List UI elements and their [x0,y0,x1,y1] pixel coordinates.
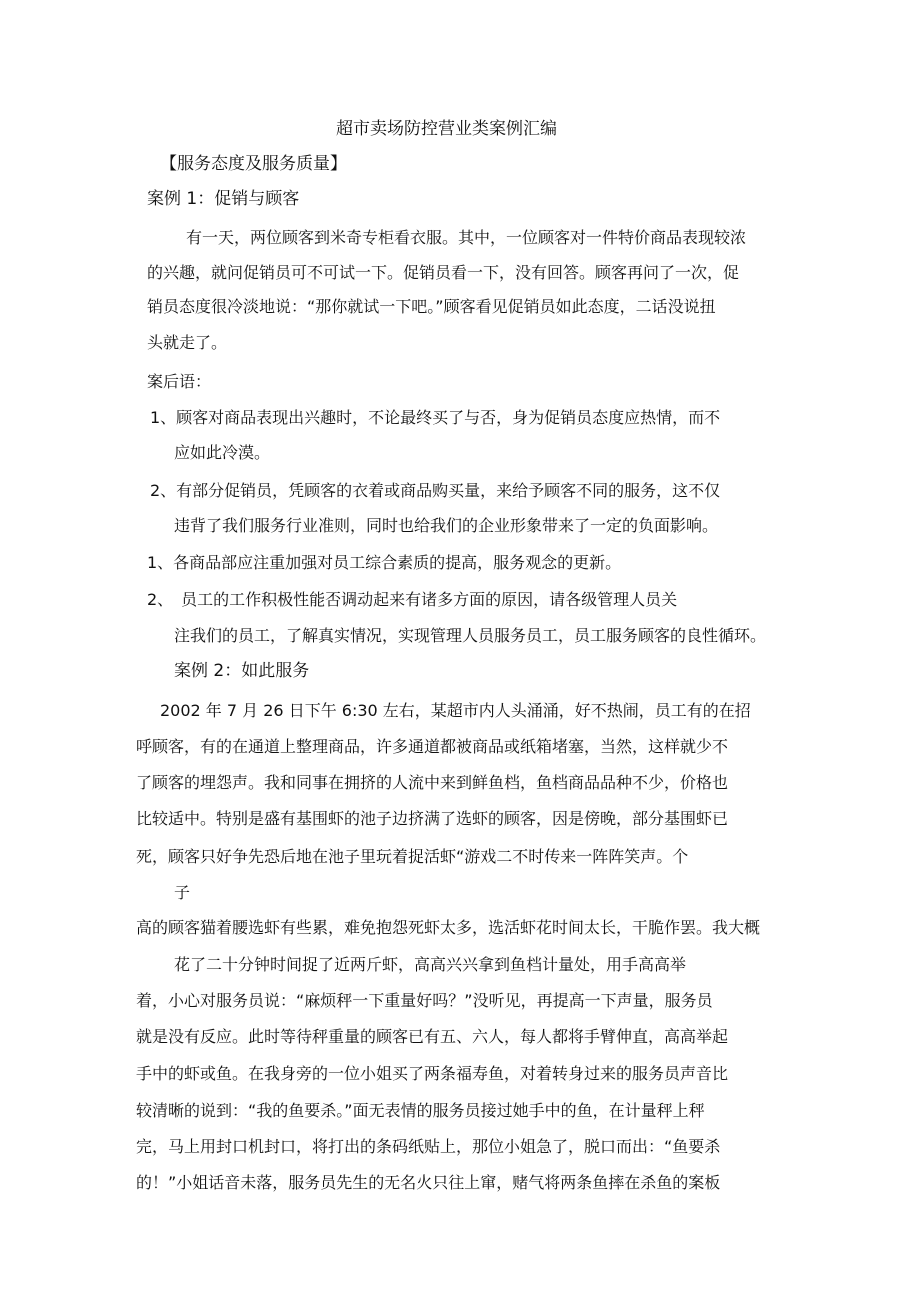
paragraph-line: 头就走了。 [147,333,228,352]
list-item: 违背了我们服务行业准则，同时也给我们的企业形象带来了一定的负面影响。 [174,516,719,535]
paragraph-line: 呼顾客，有的在通道上整理商品，许多通道都被商品或纸箱堵塞，当然，这样就少不 [136,737,729,756]
paragraph-line: 有一天，两位顾客到米奇专柜看衣服。其中，一位顾客对一件特价商品表现较浓 [186,228,747,247]
list-item: 2、有部分促销员，凭顾客的衣着或商品购买量，来给予顾客不同的服务，这不仅 [150,481,721,500]
list-item: 应如此冷漠。 [174,443,271,462]
list-item: 2、 员工的工作积极性能否调动起来有诸多方面的原因，请各级管理人员关 [147,590,678,609]
paragraph-line: 2002 年 7 月 26 日下午 6:30 左右，某超市内人头涌涌，好不热闹，员工有的在招 [160,701,751,720]
paragraph-line: 较清晰的说到：“我的鱼要杀。”面无表情的服务员接过她手中的鱼，在计量秤上秤 [136,1101,705,1120]
case2-heading: 案例 2：如此服务 [174,661,310,681]
afterword-label: 案后语： [147,372,212,391]
paragraph-line: 手中的虾或鱼。在我身旁的一位小姐买了两条福寿鱼，对着转身过来的服务员声音比 [136,1064,729,1083]
paragraph-line: 着，小心对服务员说：“麻烦秤一下重量好吗？”没听见，再提高一下声量，服务员 [136,991,713,1010]
document-title: 超市卖场防控营业类案例汇编 [336,119,557,139]
list-item: 1、顾客对商品表现出兴趣时，不论最终买了与否，身为促销员态度应热情，而不 [150,408,721,427]
list-item: 1、各商品部应注重加强对员工综合素质的提高，服务观念的更新。 [147,553,622,572]
list-item: 注我们的员工，了解真实情况，实现管理人员服务员工，员工服务顾客的良性循环。 [174,626,767,645]
paragraph-line: 的兴趣，就问促销员可不可试一下。促销员看一下，没有回答。顾客再问了一次，促 [147,263,740,282]
paragraph-line: 就是没有反应。此时等待秤重量的顾客已有五、六人，每人都将手臂伸直，高高举起 [136,1027,729,1046]
paragraph-line: 比较适中。特别是盛有基围虾的池子边挤满了选虾的顾客，因是傍晚，部分基围虾已 [136,809,729,828]
paragraph-line: 的！”小姐话音未落，服务员先生的无名火只往上窜，赌气将两条鱼摔在杀鱼的案板 [136,1173,721,1192]
paragraph-line: 完，马上用封口机封口，将打出的条码纸贴上，那位小姐急了，脱口而出：“鱼要杀 [136,1137,721,1156]
paragraph-line: 花了二十分钟时间捉了近两斤虾，高高兴兴拿到鱼档计量处，用手高高举 [174,955,687,974]
paragraph-line: 高的顾客猫着腰选虾有些累，难免抱怨死虾太多，选活虾花时间太长，干脆作罢。我大概 [136,918,761,937]
case1-heading: 案例 1：促销与顾客 [147,189,300,209]
section-heading: 【服务态度及服务质量】 [160,154,347,174]
paragraph-line: 死，顾客只好争先恐后地在池子里玩着捉活虾“游戏二不时传来一阵阵笑声。个 [136,847,689,866]
paragraph-line: 子 [174,883,191,902]
paragraph-line: 销员态度很冷淡地说：“那你就试一下吧。”顾客看见促销员如此态度，二话没说扭 [147,297,716,316]
paragraph-line: 了顾客的埋怨声。我和同事在拥挤的人流中来到鲜鱼档，鱼档商品品种不少，价格也 [136,773,729,792]
